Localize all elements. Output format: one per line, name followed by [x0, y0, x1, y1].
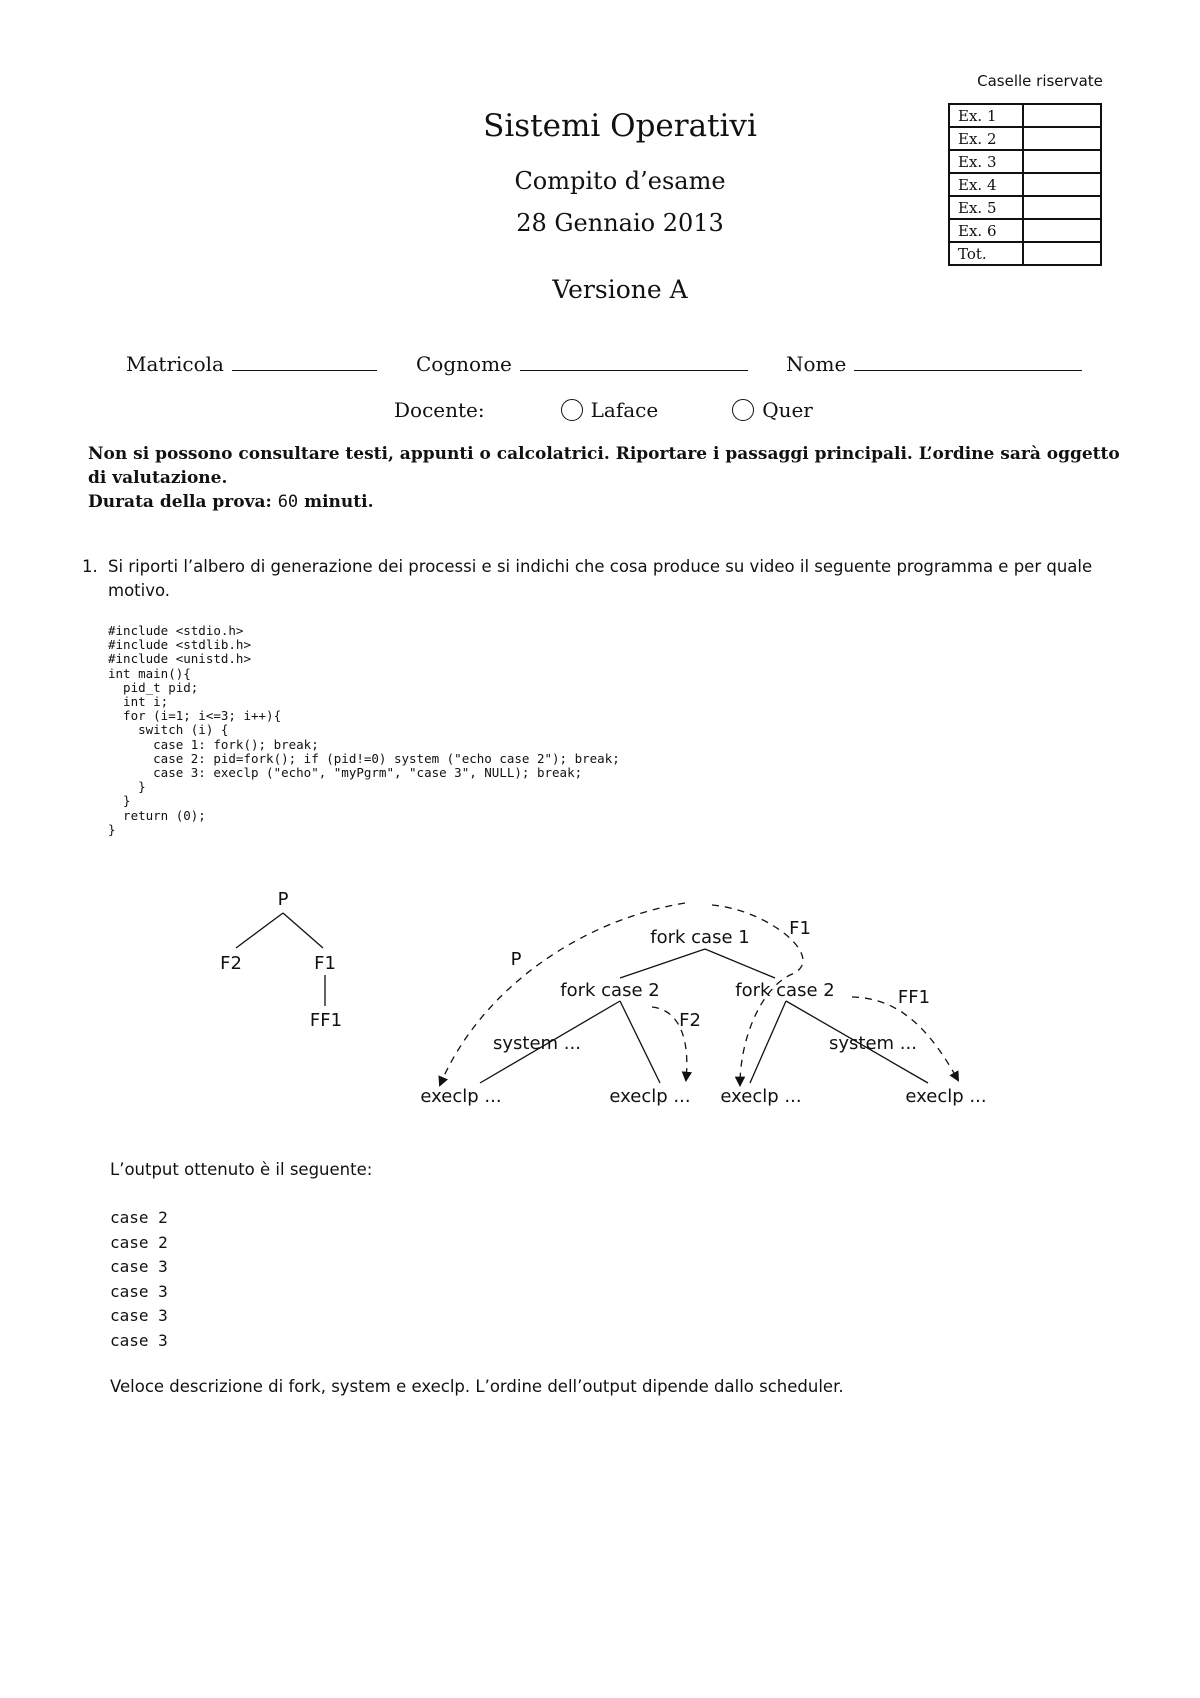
cognome-field[interactable]	[416, 352, 748, 376]
score-row-label: Ex. 1	[949, 104, 1023, 127]
page-subtitle: Compito d’esame	[514, 167, 726, 195]
duration-line	[88, 490, 1128, 514]
radio-circle-icon[interactable]	[732, 399, 754, 421]
score-row-label: Ex. 2	[949, 127, 1023, 150]
page-title: Sistemi Operativi	[483, 108, 757, 144]
matricola-label: Matricola	[126, 352, 224, 376]
process-tree-diagram	[0, 880, 1200, 1120]
cognome-blank[interactable]	[520, 352, 748, 371]
tree-node-f1: F1	[314, 953, 336, 974]
tree-edge	[620, 949, 705, 978]
score-box-caption: Caselle riservate	[977, 72, 1103, 90]
tree-leaf-execlp-2: execlp ...	[609, 1086, 691, 1107]
tree-node-p: P	[277, 889, 289, 910]
score-row	[949, 150, 1101, 173]
score-cell	[1023, 242, 1101, 265]
tree-edge	[705, 949, 775, 978]
duration-unit: minuti.	[304, 492, 374, 512]
tree-edge	[620, 1001, 660, 1083]
matricola-blank[interactable]	[232, 352, 377, 371]
docente-option-label: Quer	[762, 398, 813, 422]
tree-node-ff1: FF1	[309, 1010, 343, 1031]
code-listing: #include <stdio.h> #include <stdlib.h> #include <unistd.h> int main(){ pid_t pid; int i; for (i=1; i<=3; i++){ switch (i) { case 1: fork(); break; case 2: pid=fork(); if (pid!=0) system ("echo case 2"); break; case 3: execlp ("echo", "myPgrm", "case 3", NULL); break; } } return (0); }	[108, 623, 620, 837]
output-explanation: Veloce descrizione di fork, system e execlp. L’ordine dell’output dipende dallo scheduler.	[110, 1377, 844, 1396]
system-label-right: system ...	[829, 1033, 917, 1054]
nome-label: Nome	[786, 352, 847, 376]
tree-edge	[750, 1001, 786, 1083]
output-intro: L’output ottenuto è il seguente:	[110, 1160, 373, 1179]
score-row	[949, 104, 1101, 127]
score-row-label: Ex. 5	[949, 196, 1023, 219]
output-line: case 3	[110, 1330, 168, 1350]
output-line: case 3	[110, 1306, 168, 1325]
output-line: case 2	[110, 1208, 168, 1227]
system-label-left: system ...	[493, 1033, 581, 1054]
question-number: 1.	[82, 557, 98, 576]
duration-label: Durata della prova:	[88, 492, 272, 512]
tree-leaf-execlp-1: execlp ...	[420, 1086, 502, 1107]
radio-circle-icon[interactable]	[561, 399, 583, 421]
instructions-text: Non si possono consultare testi, appunti o calcolatrici. Riportare i passaggi principali. L’ordine sarà oggetto di valutazione.	[88, 444, 1120, 488]
output-line: case 3	[110, 1281, 168, 1301]
output-line: case 3	[110, 1257, 168, 1276]
score-row-label: Ex. 3	[949, 150, 1023, 173]
tree-node-f2: F2	[220, 953, 242, 974]
docente-label: Docente:	[394, 398, 485, 422]
score-row-label: Tot.	[949, 242, 1023, 265]
score-cell	[1023, 173, 1101, 196]
score-row	[949, 242, 1101, 265]
exam-instructions	[88, 442, 1128, 514]
tree-node-fork-case-2-right: fork case 2	[735, 980, 835, 1001]
score-cell	[1023, 219, 1101, 242]
duration-value: 60	[277, 492, 299, 512]
score-cell	[1023, 196, 1101, 219]
process-label-ff1: FF1	[897, 987, 931, 1008]
tree-edge	[283, 913, 323, 948]
nome-field[interactable]	[786, 352, 1082, 376]
docente-option-label: Laface	[590, 398, 659, 422]
output-line: case 2	[110, 1232, 168, 1252]
nome-blank[interactable]	[854, 352, 1082, 371]
exam-version: Versione A	[552, 275, 688, 304]
tree-node-fork-case-2-left: fork case 2	[560, 980, 660, 1001]
tree-node-fork-case-1: fork case 1	[650, 927, 750, 948]
question-text: Si riporti l’albero di generazione dei processi e si indichi che cosa produce su video il seguente programma e per quale motivo.	[108, 557, 1093, 600]
score-row-label: Ex. 4	[949, 173, 1023, 196]
score-cell	[1023, 127, 1101, 150]
tree-leaf-execlp-3: execlp ...	[720, 1086, 802, 1107]
exam-date: 28 Gennaio 2013	[516, 209, 724, 237]
score-row	[949, 219, 1101, 242]
score-row	[949, 196, 1101, 219]
score-row-label: Ex. 6	[949, 219, 1023, 242]
question-1	[82, 555, 1132, 603]
process-label-f2: F2	[679, 1010, 701, 1031]
score-cell	[1023, 150, 1101, 173]
score-table	[948, 103, 1102, 266]
output-listing	[110, 1206, 168, 1353]
matricola-field[interactable]	[126, 352, 377, 376]
tree-edge	[236, 913, 283, 948]
score-row	[949, 173, 1101, 196]
score-cell	[1023, 104, 1101, 127]
process-label-p: P	[510, 949, 522, 970]
cognome-label: Cognome	[416, 352, 512, 376]
tree-leaf-execlp-4: execlp ...	[905, 1086, 987, 1107]
score-row	[949, 127, 1101, 150]
process-label-f1: F1	[789, 918, 811, 939]
docente-row	[394, 398, 813, 422]
docente-radio-laface[interactable]	[561, 398, 659, 422]
docente-radio-quer[interactable]	[732, 398, 813, 422]
